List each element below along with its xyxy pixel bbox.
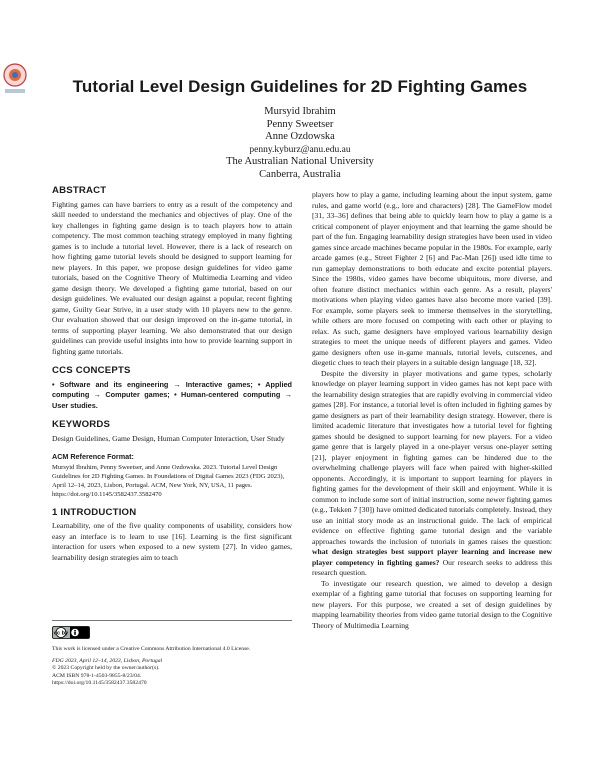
introduction-heading: 1 INTRODUCTION — [52, 506, 137, 518]
body-text: Our research seeks to address this research question. — [312, 557, 552, 577]
license-text: This work is licensed under a Creative Commons Attribution International 4.0 License. — [52, 646, 251, 652]
keywords-heading: KEYWORDS — [52, 419, 111, 430]
isbn-text: ACM ISBN 978-1-4503-9855-8/23/04. — [52, 672, 142, 679]
right-column — [312, 190, 552, 631]
body-paragraph — [312, 369, 552, 579]
introduction-text: Learnability, one of the five quality components of usability, considers how easy an interface is to learn to use [16]. Learning is the first significant interaction for users when exposed to a new system [27]. In video games, learnability design strategies aim to teach — [52, 521, 292, 562]
ccs-section — [52, 366, 292, 411]
reference-text: Mursyid Ibrahim, Penny Sweetser, and Anne Ozdowska. 2023. Tutorial Level Design Guidelines for 2D Fighting Games. In Foundations of Digital Games 2023 (FDG 2023), April 12–14, 2023, Lisbon, Portugal. ACM, New York, NY, USA, 11 pages. https://doi.org/10.1145/3582437.3582470 — [52, 463, 285, 498]
ccs-text: • Software and its engineering → Interactive games; • Applied computing → Computer games; • Human-centered computing → User studies. — [52, 379, 292, 410]
body-text: Despite the diversity in player motivations and game types, scholarly knowledge on player learning support in video games has not kept pace with the learnability design strategies that are rapidly evolving in commercial video games [28]. For instance, a tutorial level is often included in fighting games by game designers as part of their learnability design strategy. However, there is limited academic literature that investigates how a tutorial level for fighting games should be designed to support learning for new players. For a video game genre that is largely played in a one-player versus one-player setting [21], player enjoyment in fighting games can be hindered due to the overwhelming challenge players will face when paired with higher-skilled opponents. Accordingly, it is important to support learning for players in fighting games for the development of their skill and enjoyment. While it is common to include some sort of initial instruction, some newer fighting games (e.g., Tekken 7 [30]) have omitted dedicated tutorials completely. Instead, they use an initial story mode as an instructional guide. The lack of empirical evidence on effective fighting game tutorial design and the variable approaches towards the inclusion of tutorials in games raises the question: — [312, 368, 552, 546]
author-name: Anne Ozdowska — [265, 131, 335, 142]
author-block — [0, 106, 600, 181]
creative-commons-icon[interactable] — [52, 626, 90, 639]
doi-link[interactable]: https://doi.org/10.1145/3582437.3582470 — [52, 680, 147, 687]
location: Canberra, Australia — [259, 168, 341, 180]
cc-label: cc by — [53, 630, 69, 637]
abstract-heading: ABSTRACT — [52, 185, 107, 196]
license-block — [52, 620, 292, 688]
research-question: what design strategies best support player learning and increase new player competency in fighting games? — [312, 547, 552, 567]
ccs-heading: CCS CONCEPTS — [52, 365, 131, 376]
author-email[interactable]: penny.kyburz@anu.edu.au — [249, 144, 351, 155]
body-paragraph: To investigate our research question, we aimed to develop a design exemplar of a fighting game tutorial that focuses on supporting learning for new players. For this purpose, we created a set of design guidelines by mapping learnability theories from video game tutorial design to the Cognitive Theory of Multimedia Learning — [312, 578, 552, 630]
abstract-text: Fighting games can have barriers to entry as a result of the competency and skill needed to understand the mechanics and objectives of play. One of the key challenges in fighting game design is to teach players how to attain competency. The most common teaching strategy employed in many fighting games is to include a tutorial level. However, there is a lack of research on how fighting game tutorial levels should be designed to support learning for new players. In this paper, we propose design guidelines for video game tutorials, based on the Cognitive Theory of Multimedia Learning and video game design theory. We developed a fighting game tutorial, based on our design guidelines. We evaluated our design against a popular, recent fighting game, Guilty Gear Strive, in a user study with 10 players new to the genre. Our evaluation showed that our design improved on the in-game tutorial, in terms of supporting player learning. We also demonstrated that our design guidelines can provide useful insights into how to provide learning support in fighting game tutorials. — [52, 199, 292, 356]
left-column — [52, 186, 292, 563]
keywords-section — [52, 420, 292, 444]
author-name: Mursyid Ibrahim — [264, 106, 336, 117]
paper-title: Tutorial Level Design Guidelines for 2D Fighting Games — [72, 77, 528, 96]
body-paragraph: players how to play a game, including learning about the input system, game rules, and game world (e.g., lore and characters) [28]. The GameFlow model [31, 33–36] defines that being able to quickly learn how to play a game is a critical component of player enjoyment and that learning the game should be part of the fun. Engaging learnability design strategies have been used in video games since arcade machines became popular in the 1980s. For example, early arcade games (e.g., Street Fighter 2 [6] and Pac-Man [26]) used idle time to run gameplay demonstrations to both educate and excite potential players. Since the 1980s, video games have become ubiquitous, more diverse, and often feature distinct mechanics within each genre. As a result, players' motivations when playing video games have also become more varied [39]. For example, some players seek to immerse themselves in the storytelling, while others are more focused on competing with each other or playing to relax. As such, game designers have employed various learnability design strategies to meet the unique needs of different players and games. Video game designers often use in-game manuals, tutorial levels, cutscenes, and diegetic clues to teach their players in a suitable design language [18, 32]. — [312, 190, 552, 367]
reference-heading: ACM Reference Format: — [52, 452, 134, 461]
venue-text: FDG 2023, April 12–14, 2023, Lisbon, Portugal — [52, 657, 163, 664]
introduction-section — [52, 508, 292, 564]
author-name: Penny Sweetser — [266, 118, 334, 130]
keywords-text: Design Guidelines, Game Design, Human Computer Interaction, User Study — [52, 433, 285, 443]
affiliation: The Australian National University — [226, 156, 374, 167]
copyright-text: © 2023 Copyright held by the owner/author(s). — [52, 665, 160, 672]
